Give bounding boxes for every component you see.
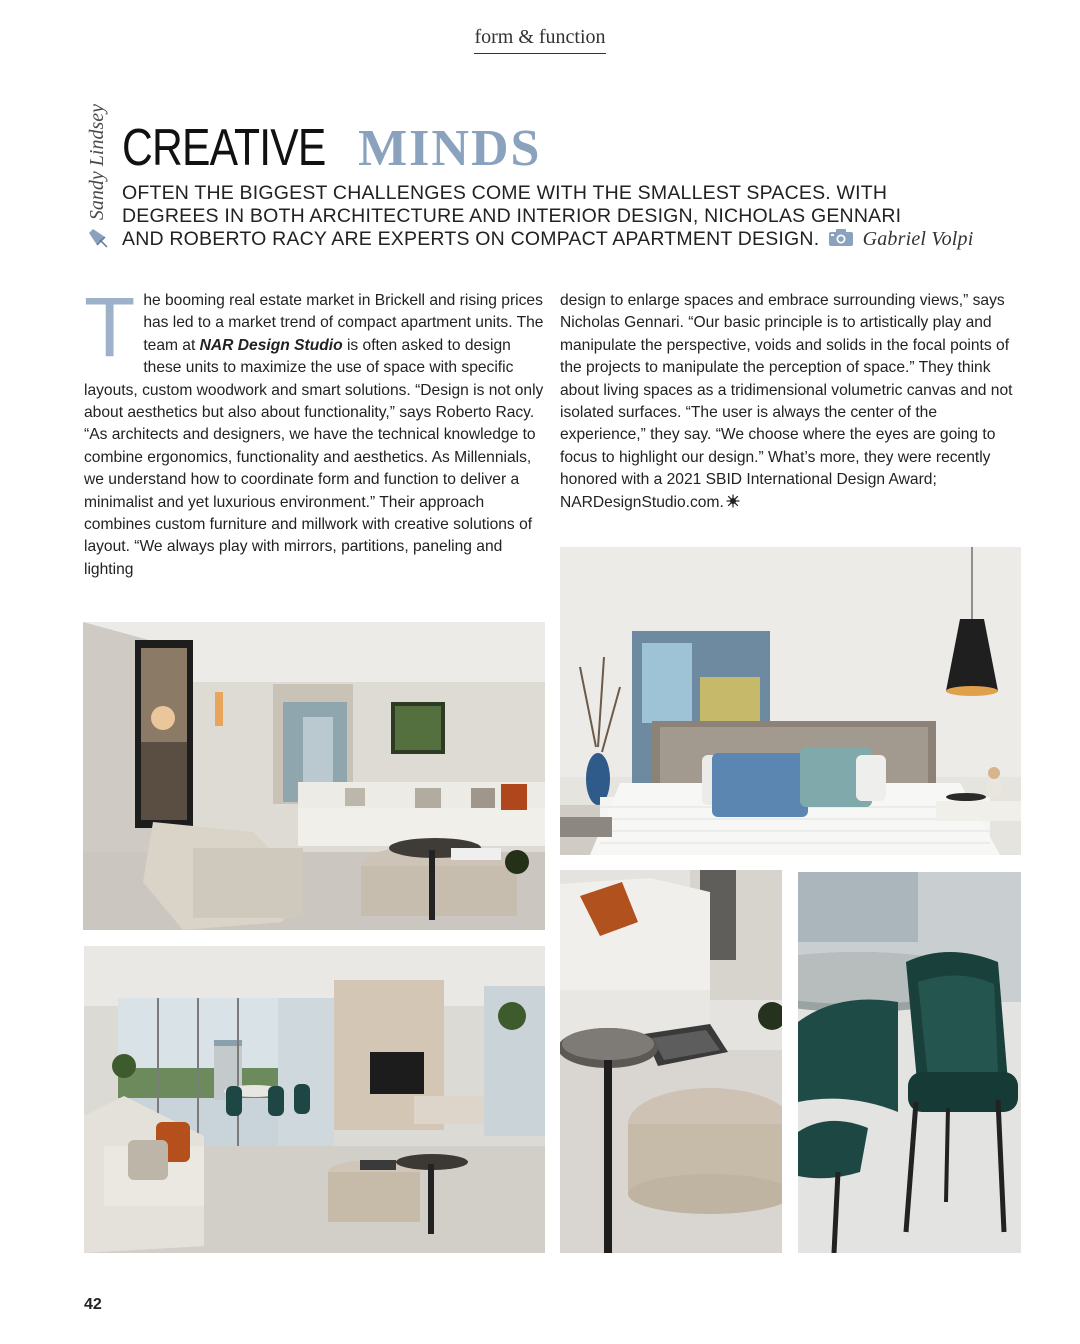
byline <box>82 104 112 280</box>
body-col1-rest: is often asked to design these units to maximize the use of space with specific layouts, custom woodwork and smart solutions. “Design is not only about aesthetics but also about functionality,” says Roberto Racy. “As architects and designers, we have the technical knowledge to combine ergonomics, functionality and aesthetics. As Millennials, we understand how to coordinate form and function to deliver a minimalist and yet luxurious environment.” Their approach combines custom furniture and millwork with creative solutions of layout. “We always play with mirrors, partitions, paneling and lighting <box>84 336 544 578</box>
photo-sofa-coffee-table <box>560 870 782 1253</box>
page-number: 42 <box>84 1296 102 1313</box>
photo-dining-chairs <box>798 872 1021 1253</box>
deck-line-2: DEGREES IN BOTH ARCHITECTURE AND INTERIOR DESIGN, NICHOLAS GENNARI <box>122 205 902 227</box>
body-column-1 <box>84 280 546 581</box>
title-part-2: MINDS <box>358 120 542 177</box>
body-col1-intro: he booming real estate market in Brickell and rising prices has led to a market trend of compact apartment units. The team at <box>143 292 544 354</box>
pen-nib-icon <box>86 226 108 248</box>
camera-icon <box>829 229 853 246</box>
photo-open-living-space <box>84 946 545 1253</box>
deck-line-1: OFTEN THE BIGGEST CHALLENGES COME WITH THE SMALLEST SPACES. WITH <box>122 182 888 204</box>
body-col2-text: design to enlarge spaces and embrace surrounding views,” says Nicholas Gennari. “Our basic principle is to artistically play and manipulate the perspective, voids and solids in the focal points of the projects to manipulate the perception of space.” They think about living spaces as a tridimensional volumetric canvas and not isolated surfaces. “The user is always the center of the experience,” they say. “We choose where the eyes are going to focus to highlight our design.” What’s more, they were recently honored with a 2021 SBID International Design Award; NARDesignStudio.com. <box>560 292 1013 511</box>
end-mark-icon <box>726 494 740 508</box>
photo-credit: Gabriel Volpi <box>862 228 974 250</box>
drop-cap: T <box>84 280 136 374</box>
section-label-text: form & function <box>474 26 605 54</box>
article-title <box>122 118 541 184</box>
section-label <box>0 26 1080 54</box>
studio-name: NAR Design Studio <box>199 336 343 354</box>
article-deck <box>122 182 1022 251</box>
byline-author: Sandy Lindsey <box>85 104 108 221</box>
deck-line-3: AND ROBERTO RACY ARE EXPERTS ON COMPACT APARTMENT DESIGN. <box>122 228 820 250</box>
title-part-1: CREATIVE <box>122 119 326 177</box>
body-column-2 <box>560 290 1022 514</box>
photo-living-room <box>83 622 545 930</box>
photo-bedroom <box>560 547 1021 855</box>
